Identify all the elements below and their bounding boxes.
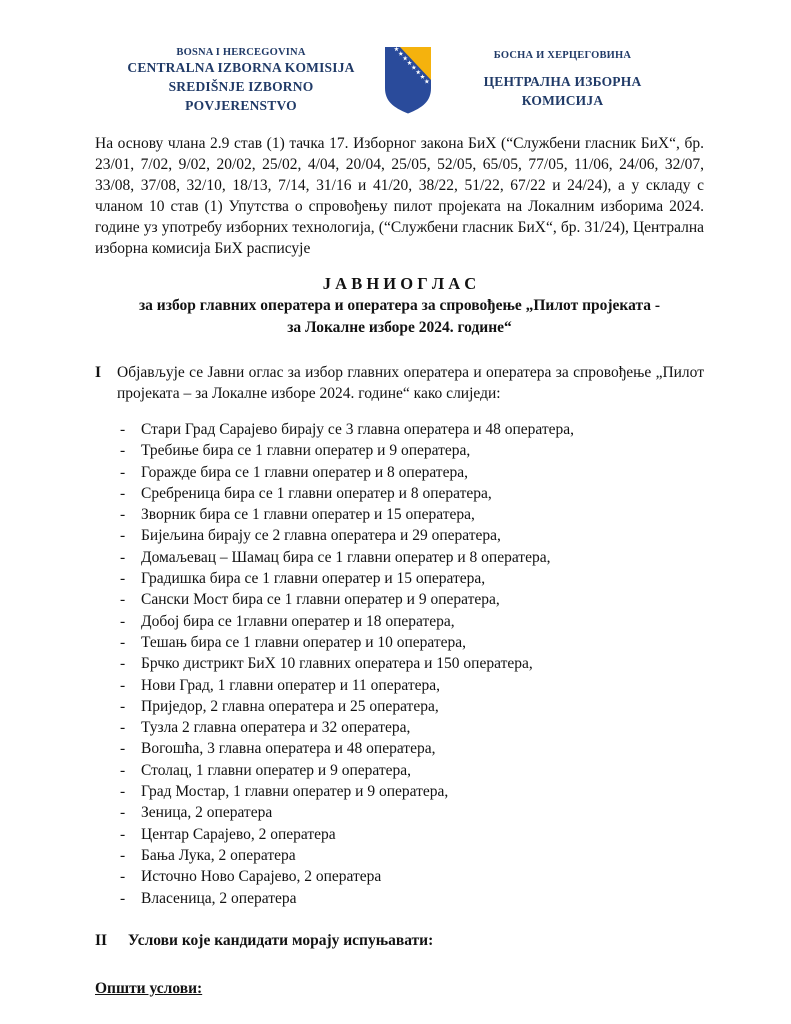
list-item-text: Приједор, 2 главна оператера и 25 оператера, xyxy=(141,697,439,715)
list-item-text: Бијељина бирају се 2 главна оператера и 29 оператера, xyxy=(141,527,501,545)
list-item-text: Сребреница бира се 1 главни оператер и 8 оператера, xyxy=(141,484,492,502)
list-item xyxy=(95,738,704,759)
document-title: Ј А В Н И О Г Л А С xyxy=(322,274,477,293)
list-dash: - xyxy=(120,591,126,609)
letterhead-latin-country: BOSNA I HERCEGOVINA xyxy=(176,47,306,58)
list-item-text: Нови Град, 1 главни оператер и 11 оператера, xyxy=(141,676,440,694)
list-dash: - xyxy=(120,740,126,758)
list-item-text: Требиње бира се 1 главни оператер и 9 оператера, xyxy=(141,442,471,460)
list-item xyxy=(95,504,704,525)
letterhead-cyrillic-block xyxy=(445,47,680,110)
letterhead-latin-commission-hr: SREDIŠNJE IZBORNO POVJERENSTVO xyxy=(168,79,314,113)
list-item-text: Зеница, 2 оператера xyxy=(141,804,273,822)
letterhead xyxy=(0,0,791,115)
list-dash: - xyxy=(120,527,126,545)
list-item xyxy=(95,611,704,632)
list-item-text: Брчко дистрикт БиХ 10 главних оператера и 150 оператера, xyxy=(141,655,533,673)
list-dash: - xyxy=(120,825,126,843)
letterhead-cyrillic-commission: ЦЕНТРАЛНА ИЗБОРНА КОМИСИЈА xyxy=(483,74,642,108)
list-item xyxy=(95,547,704,568)
list-item-text: Градишка бира се 1 главни оператер и 15 оператера, xyxy=(141,570,486,588)
section-2-heading: Услови које кандидати морају испуњавати: xyxy=(128,931,434,949)
list-dash: - xyxy=(120,761,126,779)
list-item xyxy=(95,781,704,802)
list-item xyxy=(95,760,704,781)
list-item-text: Горажде бира се 1 главни оператер и 8 оператера, xyxy=(141,463,468,481)
document-body xyxy=(0,133,791,998)
list-item xyxy=(95,483,704,504)
list-item xyxy=(95,419,704,440)
list-item xyxy=(95,845,704,866)
letterhead-cyrillic-country: БОСНА И ХЕРЦЕГОВИНА xyxy=(493,50,632,61)
list-dash: - xyxy=(120,719,126,737)
list-item-text: Добој бира се 1главни оператер и 18 оператера, xyxy=(141,612,455,630)
list-item xyxy=(95,589,704,610)
list-item-text: Зворник бира се 1 главни оператер и 15 оператера, xyxy=(141,506,475,524)
list-dash: - xyxy=(120,442,126,460)
list-dash: - xyxy=(120,783,126,801)
list-dash: - xyxy=(120,548,126,566)
list-item-text: Бања Лука, 2 оператера xyxy=(141,846,296,864)
list-dash: - xyxy=(120,889,126,907)
list-item xyxy=(95,632,704,653)
list-dash: - xyxy=(120,570,126,588)
list-item-text: Источно Ново Сарајево, 2 оператера xyxy=(141,868,382,886)
list-item xyxy=(95,824,704,845)
list-dash: - xyxy=(120,804,126,822)
document-subtitle-line2: за Локалне изборе 2024. године“ xyxy=(287,319,512,336)
municipality-operator-list xyxy=(95,419,704,909)
list-dash: - xyxy=(120,421,126,438)
list-item-text: Домаљевац – Шамац бира се 1 главни оператер и 8 оператера, xyxy=(141,548,551,566)
list-dash: - xyxy=(120,868,126,886)
list-item-text: Центар Сарајево, 2 оператера xyxy=(141,825,336,843)
list-item xyxy=(95,462,704,483)
general-conditions-heading: Општи услови: xyxy=(95,979,203,997)
list-dash: - xyxy=(120,612,126,630)
list-dash: - xyxy=(120,655,126,673)
list-item xyxy=(95,675,704,696)
legal-basis-paragraph: На основу члана 2.9 став (1) тачка 17. Изборног закона БиХ (“Службени гласник БиХ“, бр. 23/01, 7/02, 9/02, 20/02, 25/02, 4/04, 20/04, 25/05, 52/05, 65/05, 77/05, 11/06, 24/06, 32/07, 33/08, 37/08, 32/10, 18/13, 7/14, 31/16 и 41/20, 38/22, 51/22, 67/22 и 24/24), а у складу с чланом 10 став (1) Упутства о спровођењу пилот пројеката на Локалним изборима 2024. године уз употребу изборних технологија, (“Службени гласник БиХ“, бр. 31/24), Централна изборна комисија БиХ расписује xyxy=(95,135,704,257)
list-dash: - xyxy=(120,846,126,864)
list-dash: - xyxy=(120,697,126,715)
section-1 xyxy=(95,362,704,404)
list-dash: - xyxy=(120,484,126,502)
list-item-text: Тузла 2 главна оператера и 32 оператера, xyxy=(141,719,411,737)
section-1-number: I xyxy=(95,364,102,381)
list-dash: - xyxy=(120,506,126,524)
section-2-number: II xyxy=(95,931,108,949)
list-dash: - xyxy=(120,463,126,481)
bih-coat-of-arms-icon xyxy=(383,45,433,115)
letterhead-latin-commission: CENTRALNA IZBORNA KOMISIJA xyxy=(127,60,355,75)
list-item-text: Вогошћа, 3 главна оператера и 48 оператера, xyxy=(141,740,436,758)
letterhead-latin-block xyxy=(111,47,371,115)
list-item xyxy=(95,802,704,823)
list-item-text: Сански Мост бира се 1 главни оператер и 9 оператера, xyxy=(141,591,500,609)
list-item xyxy=(95,888,704,909)
list-dash: - xyxy=(120,633,126,651)
list-item-text: Власеница, 2 оператера xyxy=(141,889,297,907)
list-dash: - xyxy=(120,676,126,694)
list-item xyxy=(95,866,704,887)
list-item xyxy=(95,653,704,674)
list-item-text: Столац, 1 главни оператер и 9 оператера, xyxy=(141,761,412,779)
list-item xyxy=(95,717,704,738)
section-2 xyxy=(95,930,704,951)
list-item-text: Град Мостар, 1 главни оператер и 9 оператера, xyxy=(141,783,449,801)
list-item-text: Стари Град Сарајево бирају се 3 главна оператера и 48 оператера, xyxy=(141,421,575,438)
list-item xyxy=(95,568,704,589)
list-item xyxy=(95,696,704,717)
section-1-text: Објављује се Јавни оглас за избор главних оператера и оператера за спровођење „Пилот пројеката – за Локалне изборе 2024. године“ како слиједи: xyxy=(117,364,704,402)
list-item xyxy=(95,440,704,461)
document-subtitle-line1: за избор главних оператера и оператера за спровођење „Пилот пројеката - xyxy=(138,297,661,314)
list-item-text: Тешањ бира се 1 главни оператер и 10 оператера, xyxy=(141,633,467,651)
list-item xyxy=(95,525,704,546)
